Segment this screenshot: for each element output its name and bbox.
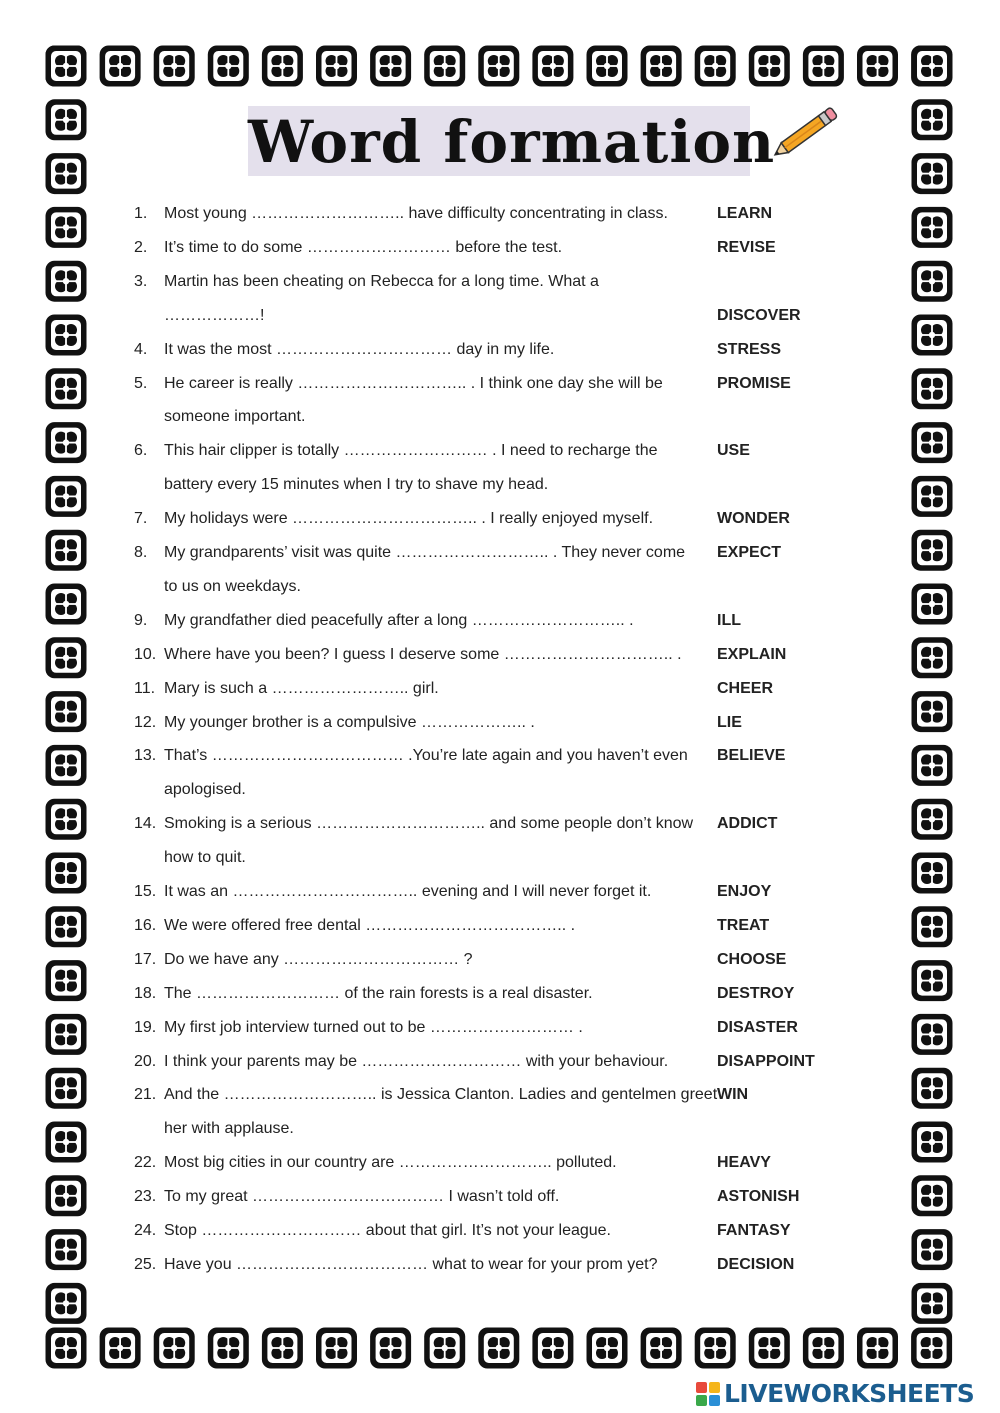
question-text: My grandfather died peacefully after a long ……………………….. . [164, 611, 634, 629]
logo-text: LIVEWORKSHEETS [724, 1379, 975, 1408]
base-word: USE [717, 442, 750, 460]
question-text: Most big cities in our country are ……………………….. polluted. [164, 1154, 617, 1172]
question-text: apologised. [164, 781, 246, 799]
base-word: REVISE [717, 238, 776, 256]
question-text: someone important. [164, 408, 306, 426]
question-text: He career is really ………………………….. . I think one day she will be [164, 374, 663, 392]
base-word: LIE [717, 713, 742, 731]
base-word: ENJOY [717, 883, 772, 900]
base-word: ILL [717, 611, 741, 629]
base-word: CHEER [717, 679, 774, 697]
question-text: To my great ……………………………… I wasn’t told off. [164, 1188, 560, 1206]
question-text: My younger brother is a compulsive ……………….. . [164, 713, 535, 731]
base-word: LEARN [717, 205, 773, 222]
question-text: It was the most …………………………… day in my life. [164, 340, 555, 358]
question-number: 24. [134, 1222, 157, 1239]
question-text: Mary is such a …………………….. girl. [164, 679, 439, 697]
question-number: 21. [134, 1086, 157, 1104]
question-text: Where have you been? I guess I deserve some ………………………….. . [164, 645, 682, 663]
question-number: 11. [134, 679, 156, 697]
liveworksheets-logo [696, 1378, 996, 1408]
question-text: Have you ……………………………… what to wear for your prom yet? [164, 1255, 658, 1273]
base-word: PROMISE [717, 374, 791, 392]
question-text: We were offered free dental ……………………………….. . [164, 916, 576, 934]
question-text: to us on weekdays. [164, 577, 301, 595]
base-word: ADDICT [717, 815, 778, 833]
question-number: 2. [134, 238, 148, 256]
base-word: STRESS [717, 340, 782, 358]
question-text: And the ……………………….. is Jessica Clanton. Ladies and gentelmen greet [164, 1086, 718, 1104]
question-number: 6. [134, 442, 148, 460]
question-number: 20. [134, 1052, 157, 1070]
base-word: DISASTER [717, 1018, 798, 1036]
question-text: I think your parents may be ………………………… with your behaviour. [164, 1052, 669, 1070]
question-number: 17. [134, 950, 157, 968]
question-text: battery every 15 minutes when I try to shave my head. [164, 476, 549, 494]
base-word: DECISION [717, 1255, 795, 1273]
question-text: My first job interview turned out to be ……………………… . [164, 1018, 583, 1036]
question-text: Do we have any …………………………… ? [164, 950, 473, 968]
base-word: TREAT [717, 916, 770, 934]
base-word: DISAPPOINT [717, 1052, 815, 1070]
question-number: 23. [134, 1188, 157, 1206]
question-text: Martin has been cheating on Rebecca for a long time. What a [164, 272, 599, 290]
question-number: 3. [134, 272, 148, 290]
question-number: 13. [134, 747, 157, 765]
question-number: 19. [134, 1018, 157, 1036]
question-number: 7. [134, 510, 148, 528]
question-text: Most young ……………………….. have difficulty concentrating in class. [164, 205, 668, 222]
base-word: DESTROY [717, 984, 795, 1002]
question-number: 10. [134, 645, 157, 663]
question-text: It’s time to do some ……………………… before the test. [164, 238, 563, 256]
question-text: ………………! [164, 306, 265, 324]
question-number: 9. [134, 611, 148, 629]
base-word: EXPECT [717, 544, 782, 561]
question-text: her with applause. [164, 1120, 294, 1138]
base-word: CHOOSE [717, 950, 787, 968]
question-number: 25. [134, 1255, 157, 1273]
question-number: 5. [134, 374, 148, 392]
question-text: This hair clipper is totally ……………………… . I need to recharge the [164, 442, 658, 460]
question-text: My grandparents’ visit was quite ……………………….. . They never come [164, 544, 686, 561]
question-number: 15. [134, 883, 157, 900]
question-text: The ……………………… of the rain forests is a real disaster. [164, 984, 593, 1002]
question-text: how to quit. [164, 849, 246, 867]
question-number: 12. [134, 713, 157, 731]
question-text: My holidays were …………………………….. . I really enjoyed myself. [164, 510, 654, 528]
base-word: BELIEVE [717, 747, 786, 765]
question-number: 1. [134, 205, 148, 222]
question-text: Smoking is a serious ………………………….. and some people don’t know [164, 815, 694, 833]
base-word: WIN [717, 1086, 749, 1104]
base-word: EXPLAIN [717, 645, 787, 663]
question-number: 4. [134, 340, 148, 358]
page-title: Word formation [248, 108, 776, 176]
base-word: ASTONISH [717, 1188, 800, 1206]
base-word: DISCOVER [717, 306, 801, 324]
base-word: FANTASY [717, 1222, 791, 1239]
question-number: 8. [134, 544, 148, 561]
question-text: Stop ………………………… about that girl. It’s not your league. [164, 1222, 611, 1239]
question-text: It was an …………………………….. evening and I will never forget it. [164, 883, 652, 900]
question-number: 22. [134, 1154, 157, 1172]
question-number: 18. [134, 984, 157, 1002]
question-text: That’s ……………………………… .You’re late again and you haven’t even [164, 747, 688, 765]
question-number: 16. [134, 916, 157, 934]
logo-badge-icon [696, 1382, 720, 1406]
question-number: 14. [134, 815, 157, 833]
base-word: WONDER [717, 510, 790, 528]
base-word: HEAVY [717, 1154, 771, 1172]
